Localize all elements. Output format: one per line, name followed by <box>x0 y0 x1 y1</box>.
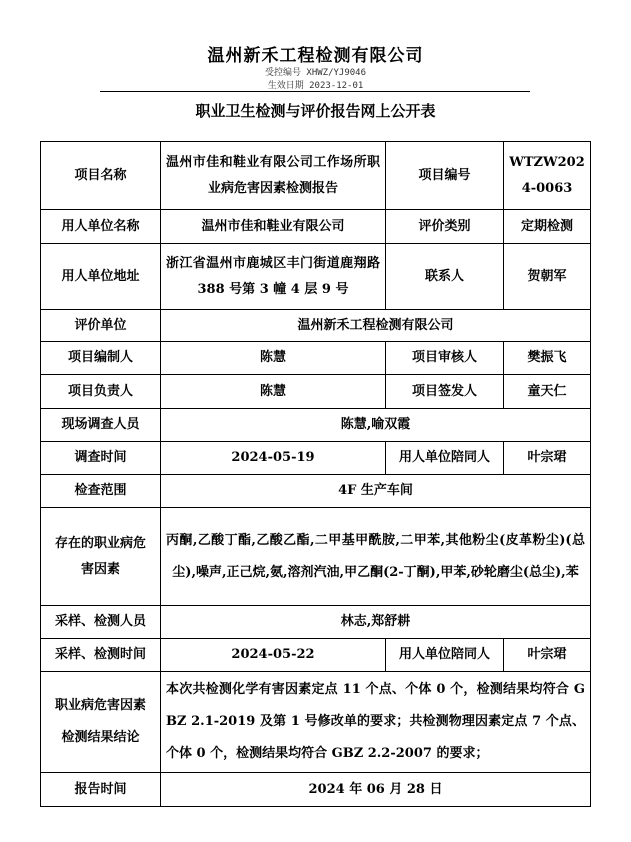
table-row <box>41 244 591 310</box>
escort-value: 叶宗珺 <box>504 442 591 475</box>
issuer-value: 童天仁 <box>504 375 591 409</box>
scope-label: 检查范围 <box>41 475 161 508</box>
reviewer-value: 樊振飞 <box>504 342 591 375</box>
eval-unit-value: 温州新禾工程检测有限公司 <box>161 310 591 342</box>
table-row <box>41 375 591 409</box>
contact-label: 联系人 <box>386 244 504 310</box>
report-time-label: 报告时间 <box>41 773 161 807</box>
project-name-label: 项目名称 <box>41 142 161 210</box>
project-name-value: 温州市佳和鞋业有限公司工作场所职业病危害因素检测报告 <box>161 142 386 210</box>
company-name: 温州新禾工程检测有限公司 <box>207 46 424 66</box>
table-row <box>41 310 591 342</box>
address-value: 浙江省温州市鹿城区丰门街道鹿翔路 388 号第 3 幢 4 层 9 号 <box>161 244 386 310</box>
hazards-value: 丙酮,乙酸丁酯,乙酸乙酯,二甲基甲酰胺,二甲苯,其他粉尘(皮革粉尘)(总尘),噪声,正己烷,氨,溶剂汽油,甲乙酮(2-丁酮),甲苯,砂轮磨尘(总尘),苯 <box>161 508 591 606</box>
table-row <box>41 639 591 672</box>
table-row <box>41 475 591 508</box>
table-row <box>41 342 591 375</box>
eval-type-value: 定期检测 <box>504 210 591 244</box>
scope-value: 4F 生产车间 <box>161 475 591 508</box>
hazards-label: 存在的职业病危害因素 <box>41 508 161 606</box>
reviewer-label: 项目审核人 <box>386 342 504 375</box>
employer-value: 温州市佳和鞋业有限公司 <box>161 210 386 244</box>
effective-date: 生效日期 2023-12-01 <box>267 81 364 91</box>
leader-label: 项目负责人 <box>41 375 161 409</box>
sampling-time-value: 2024-05-22 <box>161 639 386 672</box>
escort-label: 用人单位陪同人 <box>386 442 504 475</box>
report-table <box>40 141 591 807</box>
table-row <box>41 606 591 639</box>
table-row <box>41 442 591 475</box>
control-number: 受控编号 XHWZ/YJ9046 <box>264 68 367 78</box>
address-label: 用人单位地址 <box>41 244 161 310</box>
survey-staff-value: 陈慧,喻双霞 <box>161 409 591 442</box>
issuer-label: 项目签发人 <box>386 375 504 409</box>
survey-staff-label: 现场调查人员 <box>41 409 161 442</box>
header-divider <box>100 91 530 92</box>
survey-time-label: 调查时间 <box>41 442 161 475</box>
escort-label-2: 用人单位陪同人 <box>386 639 504 672</box>
document-title: 职业卫生检测与评价报告网上公开表 <box>195 102 436 120</box>
sampling-staff-label: 采样、检测人员 <box>41 606 161 639</box>
table-row <box>41 409 591 442</box>
escort-value-2: 叶宗珺 <box>504 639 591 672</box>
project-no-value: WTZW2024-0063 <box>504 142 591 210</box>
conclusion-label: 职业病危害因素检测结果结论 <box>41 672 161 773</box>
table-row <box>41 142 591 210</box>
report-time-value: 2024 年 06 月 28 日 <box>161 773 591 807</box>
table-row <box>41 672 591 773</box>
sampling-staff-value: 林志,郑舒耕 <box>161 606 591 639</box>
table-row <box>41 508 591 606</box>
eval-type-label: 评价类别 <box>386 210 504 244</box>
sampling-time-label: 采样、检测时间 <box>41 639 161 672</box>
survey-time-value: 2024-05-19 <box>161 442 386 475</box>
leader-value: 陈慧 <box>161 375 386 409</box>
eval-unit-label: 评价单位 <box>41 310 161 342</box>
table-row <box>41 773 591 807</box>
project-no-label: 项目编号 <box>386 142 504 210</box>
compiler-label: 项目编制人 <box>41 342 161 375</box>
contact-value: 贺朝军 <box>504 244 591 310</box>
employer-label: 用人单位名称 <box>41 210 161 244</box>
table-row <box>41 210 591 244</box>
conclusion-value: 本次共检测化学有害因素定点 11 个点、个体 0 个，检测结果均符合 GBZ 2.1-2019 及第 1 号修改单的要求；共检测物理因素定点 7 个点、个体 0 个，检测结果均符合 GBZ 2.2-2007 的要求； <box>161 672 591 773</box>
compiler-value: 陈慧 <box>161 342 386 375</box>
